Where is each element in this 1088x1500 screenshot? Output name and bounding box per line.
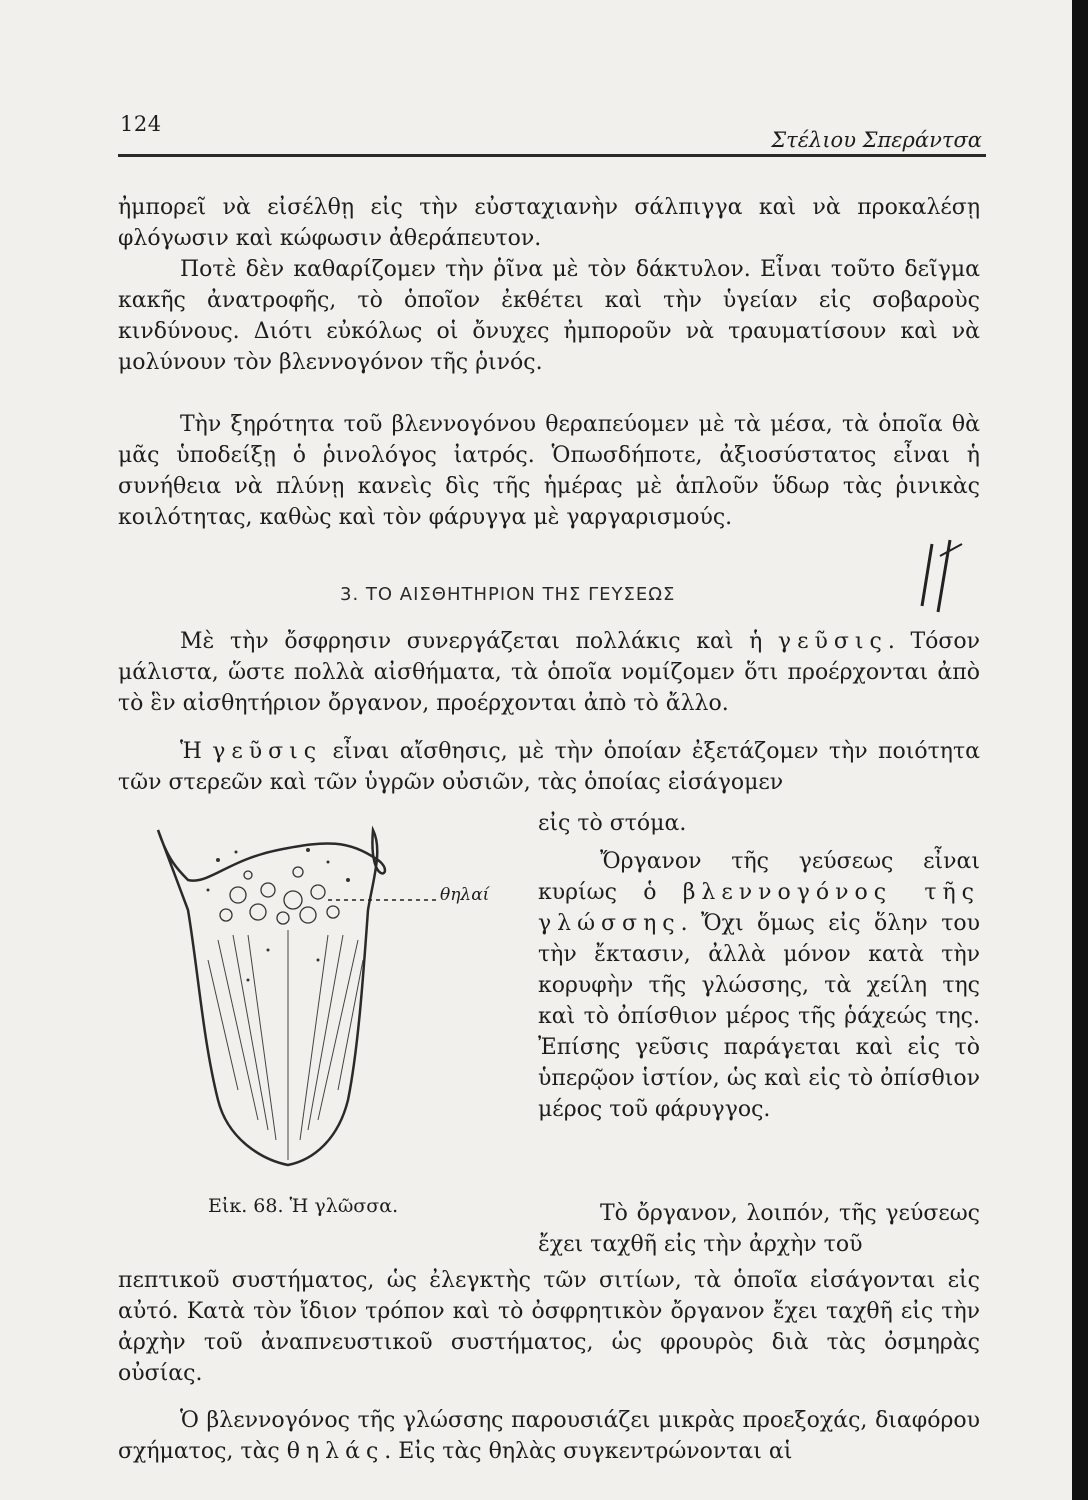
paragraph-6 (538, 846, 980, 1125)
tongue-illustration (148, 820, 508, 1180)
p6-text-b: . Ὄχι ὅμως εἰς ὅλην του τὴν ἔκτασιν, ἀλλὰ μόνον κατὰ τὴν κορυφὴν τῆς γλώσσης, τὰ χείλη της καὶ τὸ ὀπίσθιον μέρος τῆς ῥάχεώς της. Ἐπίσης γεῦσις παράγεται καὶ εἰς τὸ ὑπερῷον ἱστίον, ὡς καὶ εἰς τὸ ὀπίσθιον μέρος τοῦ φάρυγγος. (538, 911, 980, 1122)
paragraph-5 (118, 736, 980, 798)
page-edge (1072, 0, 1088, 1500)
paragraph-2: Ποτὲ δὲν καθαρίζομεν τὴν ῥῖνα μὲ τὸν δάκτυλον. Εἶναι τοῦτο δεῖγμα κακῆς ἀνατροφῆς, τὸ ὁποῖον ἐκθέτει καὶ τὴν ὑγείαν εἰς σοβαροὺς κινδύνους. Διότι εὐκόλως οἱ ὄνυχες ἠμποροῦν νὰ τραυματίσουν καὶ νὰ μολύνουν τὸν βλεννογόνον τῆς ῥινός. (118, 257, 980, 375)
section-heading: 3. ΤΟ ΑΙΣΘΗΤΗΡΙΟΝ ΤΗΣ ΓΕΥΣΕΩΣ (340, 584, 676, 605)
p5-text-a: Ἡ (180, 739, 213, 764)
handwritten-mark-icon (910, 536, 980, 616)
paragraph-3: Τὴν ξηρότητα τοῦ βλεννογόνου θεραπεύομεν μὲ τὰ μέσα, τὰ ὁποῖα θὰ μᾶς ὑποδείξῃ ὁ ῥινολόγος ἰατρός. Ὁπωσδήποτε, ἀξιοσύστατος εἶναι ἡ συνήθεια νὰ πλύνῃ κανεὶς δὶς τῆς ἡμέρας μὲ ἁπλοῦν ὕδωρ τὰς ῥινικὰς κοιλότητας, καθὼς καὶ τὸν φάρυγγα μὲ γαργαρισμούς. (118, 412, 980, 530)
p8-spaced-term: θηλάς (286, 1439, 385, 1464)
p5-text-b: εἶναι αἴσθησις, μὲ τὴν ὁποίαν ἐξετάζομεν τὴν ποιότητα τῶν στερεῶν καὶ τῶν ὑγρῶν οὐσιῶν, τὰς ὁποίας εἰσάγομεν (118, 739, 980, 795)
paragraph-5-end: εἰς τὸ στόμα. (538, 811, 687, 836)
paragraph-4 (118, 626, 980, 719)
p4-spaced-term: γεῦσις (777, 629, 888, 654)
header-rule (118, 154, 986, 157)
page-number: 124 (120, 112, 162, 136)
paragraph-1: ἠμπορεῖ νὰ εἰσέλθῃ εἰς τὴν εὐσταχιανὴν σάλπιγγα καὶ νὰ προκαλέσῃ φλόγωσιν καὶ κώφωσιν ἀθεράπευτον. (118, 195, 980, 251)
paragraph-7-start: Τὸ ὄργανον, λοιπόν, τῆς γεύσεως ἔχει ταχθῆ εἰς τὴν ἀρχὴν τοῦ (538, 1201, 980, 1257)
p4-text-b: . Τόσον μάλιστα, ὥστε πολλὰ αἰσθήματα, τὰ ὁποῖα νομίζομεν ὅτι προέρχονται ἀπὸ τὸ ἓν αἰσθητήριον ὄργανον, προέρχονται ἀπὸ τὸ ἄλλο. (118, 629, 980, 716)
p6-text-a: Ὄργανον τῆς γεύσεως εἶναι κυρίως ὁ (538, 849, 980, 905)
figure-caption: Εἰκ. 68. Ἡ γλῶσσα. (208, 1195, 399, 1217)
figure-label: θηλαί (440, 885, 490, 905)
p8-text-b: . Εἰς τὰς θηλὰς συγκεντρώνονται αἱ (384, 1439, 793, 1464)
p5-spaced-term: γεῦσις (212, 739, 323, 764)
paragraph-7: πεπτικοῦ συστήματος, ὡς ἐλεγκτὴς τῶν σιτίων, τὰ ὁποῖα εἰσάγονται εἰς αὐτό. Κατὰ τὸν ἴδιον τρόπον καὶ τὸ ὀσφρητικὸν ὄργανον ἔχει ταχθῆ εἰς τὴν ἀρχὴν τοῦ ἀναπνευστικοῦ συστήματος, ὡς φρουρὸς διὰ τὰς ὀσμηρὰς οὐσίας. (118, 1268, 980, 1386)
p4-text-a: Μὲ τὴν ὄσφρησιν συνεργάζεται πολλάκις καὶ ἡ (180, 629, 778, 654)
running-head: Στέλιου Σπεράντσα (771, 128, 982, 152)
paragraph-8 (118, 1405, 980, 1467)
p8-text-a: Ὁ βλεννογόνος τῆς γλώσσης παρουσιάζει μικρὰς προεξοχάς, διαφόρου σχήματος, τὰς (118, 1408, 980, 1464)
p6-spaced-term: βλεννογόνος τῆς γλώσσης (538, 880, 980, 936)
